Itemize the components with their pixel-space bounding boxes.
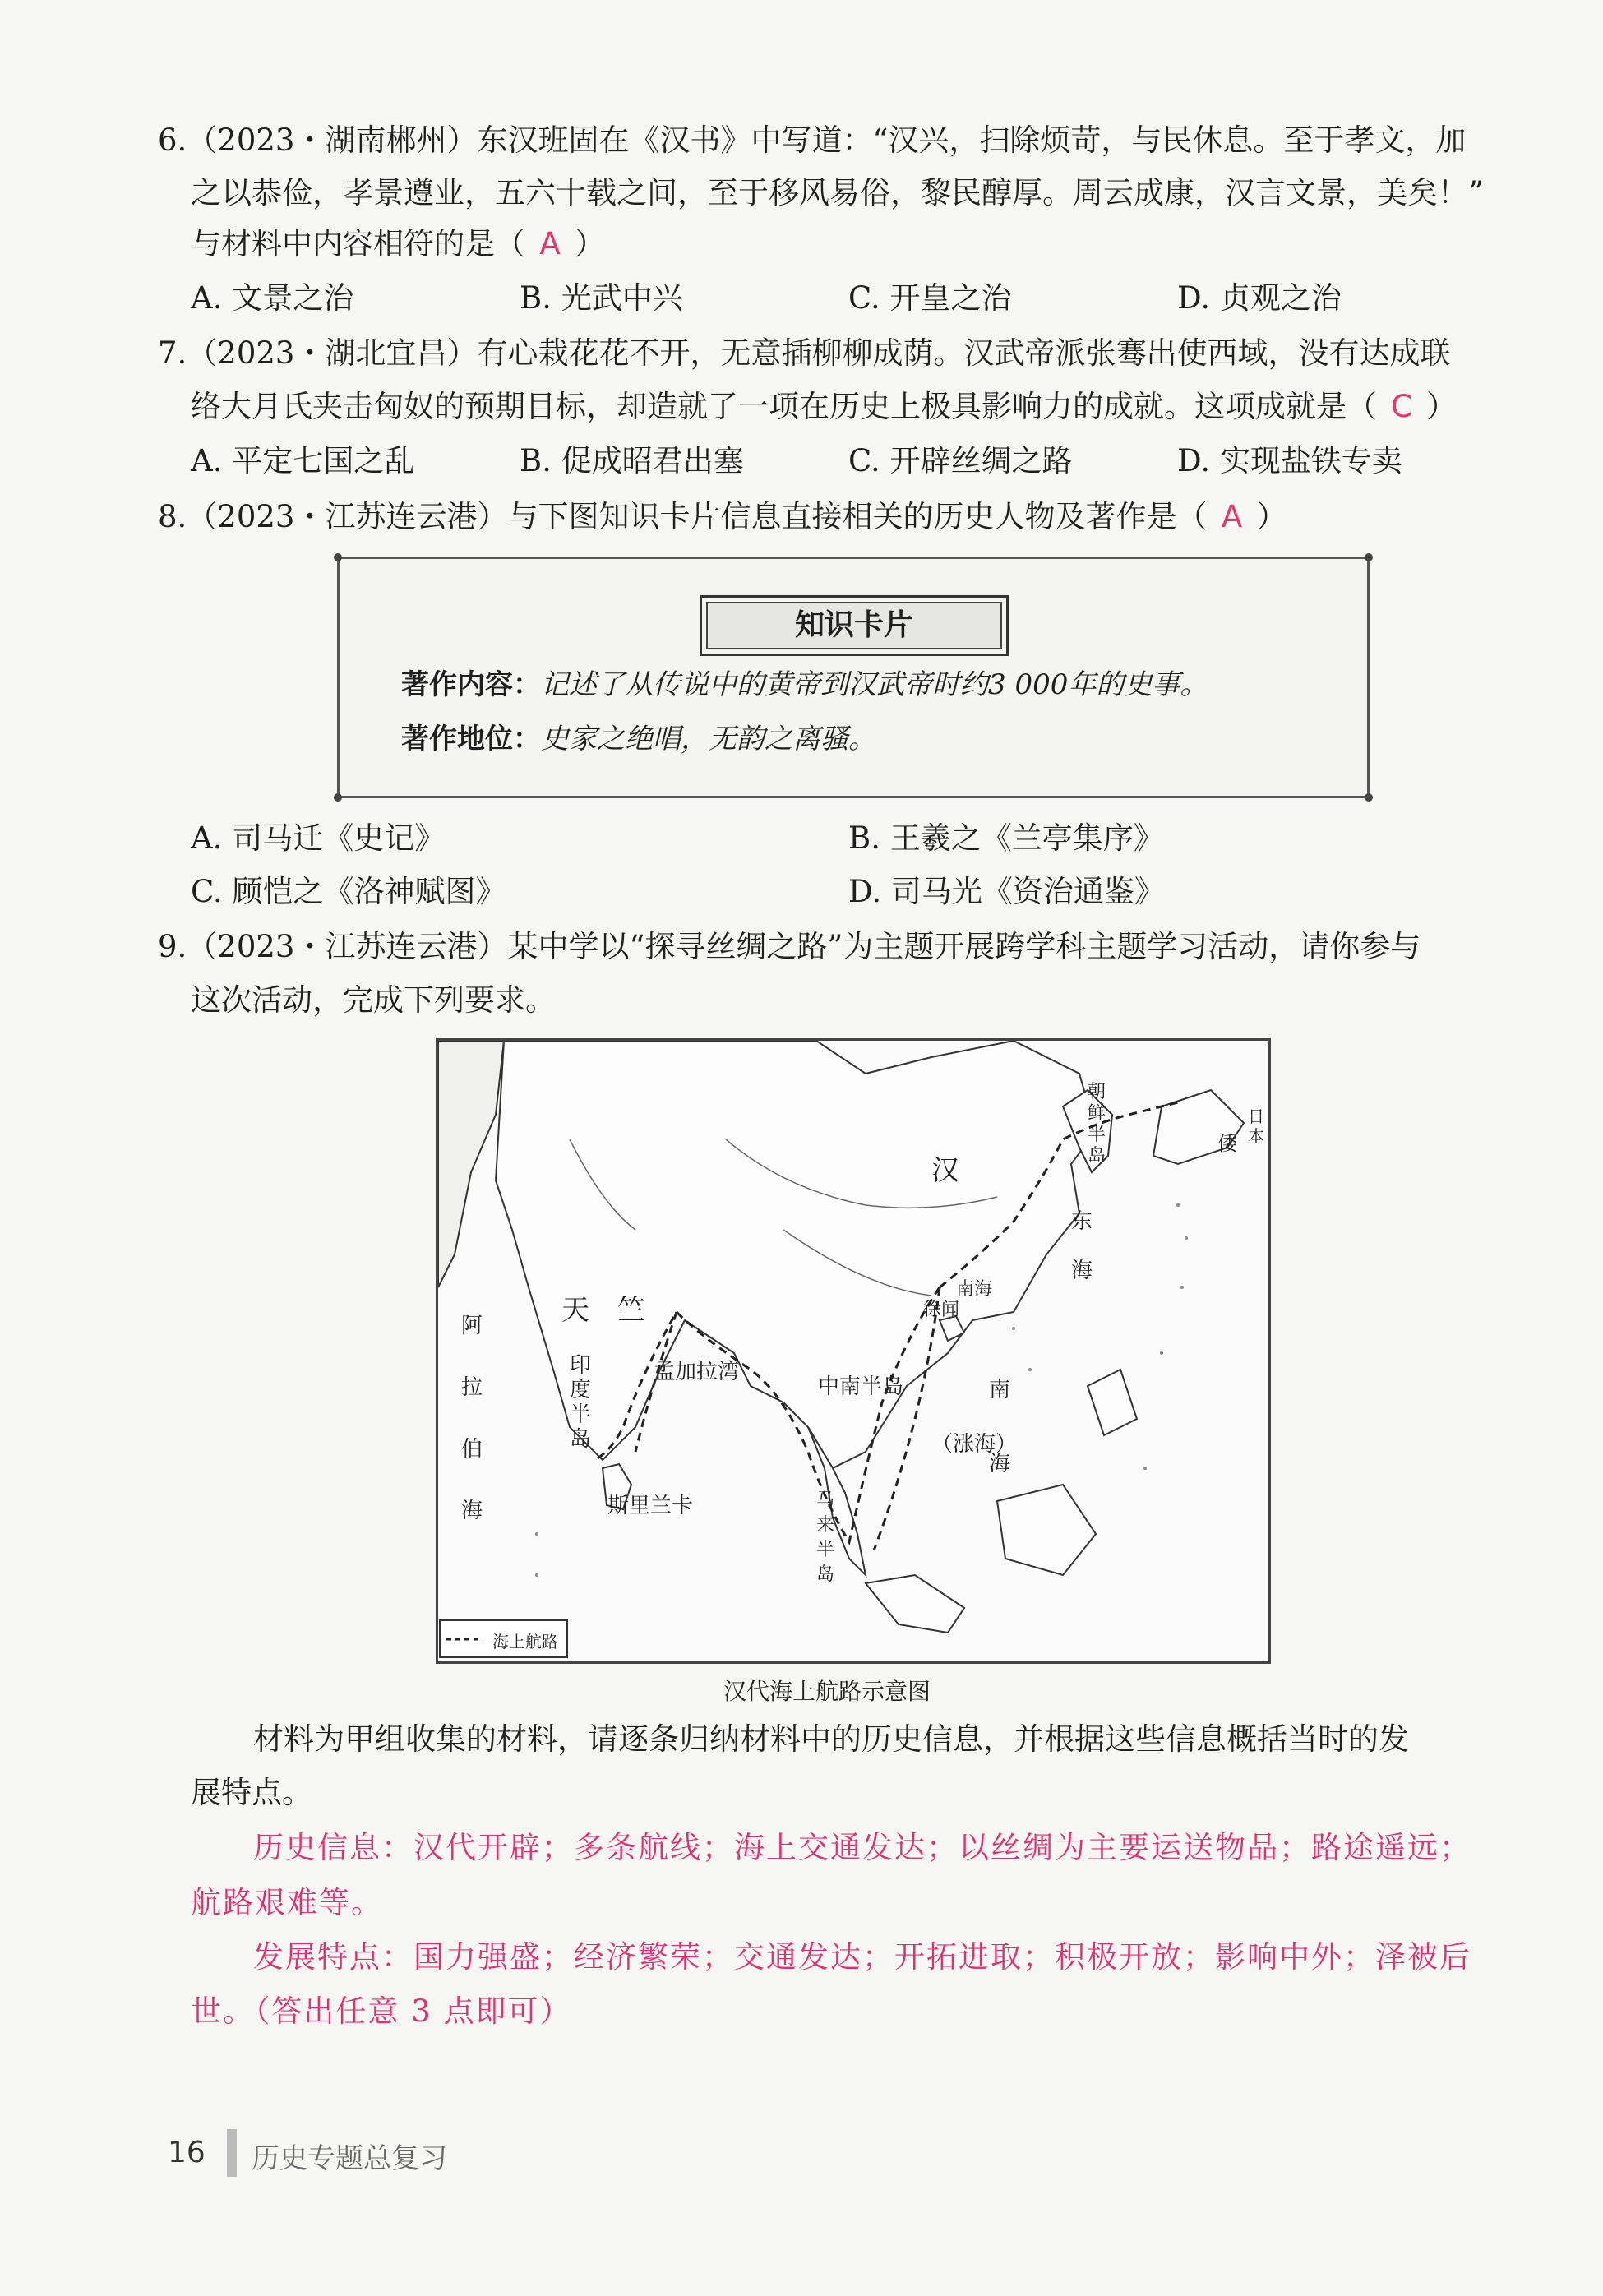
card-row-status [401,720,876,758]
page-number: 16 [168,2136,206,2169]
book-title: 历史专题总复习 [252,2142,447,2175]
q9-answer-feature-2: 世。（答出任意 3 点即可） [191,1993,572,2029]
card-row-status-key: 著作地位： [401,723,541,755]
q9-answer-feature-1: 发展特点：国力强盛；经济繁荣；交通发达；开拓进取；积极开放；影响中外；泽被后 [253,1939,1471,1975]
map-label-korea: 朝鲜半岛 [1088,1082,1106,1166]
q6-option-d: D. 贞观之治 [1177,280,1342,316]
q8-option-c: C. 顾恺之《洛神赋图》 [191,874,506,909]
card-corner-dot [334,553,342,561]
map-label-bengal: 孟加拉湾 [654,1360,740,1384]
q6-option-a: A. 文景之治 [191,280,354,316]
card-row-content-value: 记述了从传说中的黄帝到汉武帝时约3 000年的史事。 [541,668,1208,701]
map-label-arabian-sea: 阿拉伯海 [461,1314,483,1523]
q7-option-a: A. 平定七国之乱 [191,443,415,478]
map-label-zhanghai: （涨海） [931,1432,1018,1457]
card-row-content [401,666,1208,704]
q8-paren-close: ） [1256,499,1287,534]
map-label-xuwen: 徐闻 [923,1300,960,1320]
q6-stem-end: 与材料中内容相符的是（ [191,226,525,261]
map-label-han: 汉 [931,1154,959,1187]
map-label-indochina: 中南半岛 [818,1374,904,1399]
map-label-india-peninsula: 印度半岛 [570,1353,592,1452]
card-title: 知识卡片 [700,595,1009,656]
q8-answer: A [1221,499,1243,534]
q8-option-d: D. 司马光《资治通鉴》 [848,874,1165,909]
card-row-content-key: 著作内容： [401,668,541,701]
q7-paren-close: ） [1426,389,1457,424]
q7-option-c: C. 开辟丝绸之路 [848,443,1073,478]
card-row-status-value: 史家之绝唱，无韵之离骚。 [541,723,876,755]
q6-line-1: 6.（2023・湖南郴州）东汉班固在《汉书》中写道：“汉兴，扫除烦苛，与民休息。至于孝文，加 [158,122,1467,158]
map-caption: 汉代海上航路示意图 [723,1678,931,1705]
han-sea-route-map [436,1038,1271,1664]
q8-stem: 8.（2023・江苏连云港）与下图知识卡片信息直接相关的历史人物及著作是（ [158,499,1208,534]
q6-line-3 [191,224,605,265]
card-corner-dot [334,793,342,802]
q9-answer-info-2: 航路艰难等。 [191,1885,383,1920]
map-label-south-sea: 南海 [989,1378,1011,1476]
q8-option-a: A. 司马迁《史记》 [191,820,446,856]
map-label-nanhai-city: 南海 [956,1279,993,1300]
q7-option-d: D. 实现盐铁专卖 [1177,443,1402,478]
q9-instruction-1: 材料为甲组收集的材料，请逐条归纳材料中的历史信息，并根据这些信息概括当时的发 [253,1721,1409,1757]
q6-answer: A [539,226,561,261]
q7-answer: C [1391,389,1412,424]
map-label-wo: 倭 [1217,1132,1237,1155]
map-drawing [438,1041,1268,1661]
q8-line-1 [158,497,1287,538]
q7-line-1: 7.（2023・湖北宜昌）有心栽花花不开，无意插柳柳成荫。汉武帝派张骞出使西域，没有达成联 [158,335,1451,371]
footer-divider [227,2129,237,2177]
card-corner-dot [1365,553,1373,561]
q9-instruction-2: 展特点。 [191,1775,312,1810]
map-label-malay: 马来半岛 [816,1490,835,1585]
map-label-tianzhu: 天 竺 [561,1294,645,1327]
q9-line-1: 9.（2023・江苏连云港）某中学以“探寻丝绸之路”为主题开展跨学科主题学习活动，请你参与 [158,929,1421,964]
knowledge-card [337,557,1370,798]
q9-line-2: 这次活动，完成下列要求。 [191,982,556,1018]
q7-option-b: B. 促成昭君出塞 [520,443,744,478]
q8-option-b: B. 王羲之《兰亭集序》 [848,820,1164,856]
q6-line-2: 之以恭俭，孝景遵业，五六十载之间，至于移风易俗，黎民醇厚。周云成康，汉言文景，美矣！” [191,175,1484,210]
map-label-japan: 日本 [1248,1106,1264,1146]
q6-option-b: B. 光武中兴 [520,280,683,316]
q9-answer-info-1: 历史信息：汉代开辟；多条航线；海上交通发达；以丝绸为主要运送物品；路途遥远； [253,1830,1471,1865]
map-label-east-sea: 东海 [1071,1209,1093,1283]
q7-stem-end: 络大月氏夹击匈奴的预期目标，却造就了一项在历史上极具影响力的成就。这项成就是（ [191,389,1377,424]
q6-option-c: C. 开皇之治 [848,280,1012,316]
q7-line-2 [191,386,1457,427]
map-legend-label: 海上航路 [492,1632,558,1652]
q6-paren-close: ） [575,226,605,261]
map-label-srilanka: 斯里兰卡 [607,1494,694,1518]
card-corner-dot [1365,793,1373,802]
